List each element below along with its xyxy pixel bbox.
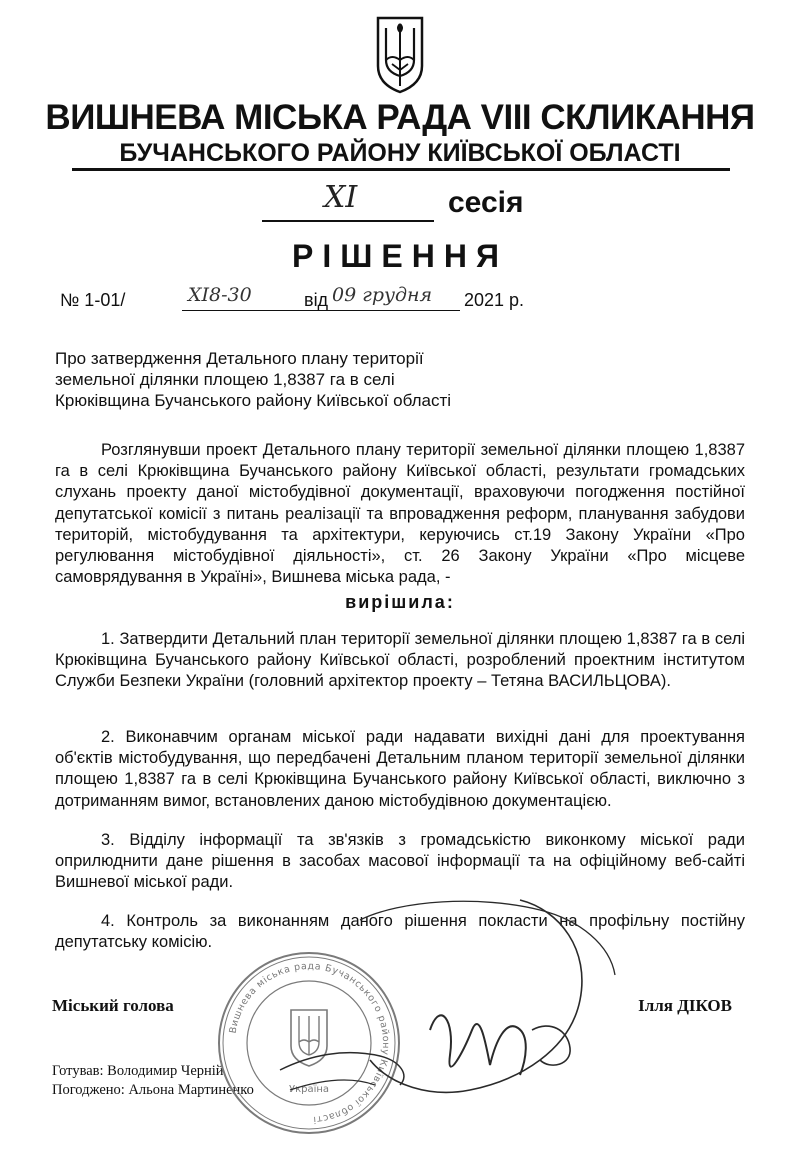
decision-item [55, 629, 745, 693]
decided-heading: вирішила: [345, 592, 455, 612]
document-number-handwritten: XI8-30 [188, 284, 252, 306]
document-number-line [60, 284, 700, 316]
prepared-by: Готував: Володимир Черній [52, 1063, 224, 1079]
subject-line: земельної ділянки площею 1,8387 га в селі [55, 370, 395, 389]
session-line [262, 180, 562, 224]
subject-line: Про затвердження Детального плану території [55, 349, 424, 368]
session-number-handwritten: XI [324, 180, 358, 215]
document-year: 2021 р. [464, 290, 525, 310]
handwritten-signature [250, 880, 690, 1140]
document-date-prefix: від [304, 290, 329, 310]
preamble-paragraph [55, 440, 745, 588]
decision-item-text: 4. Контроль за виконанням даного рішення покласти на профільну постійну депутатську комісію. [55, 912, 745, 952]
decision-item-text: 3. Відділу інформації та зв'язків з громадськістю виконкому міської ради оприлюднити дане рішення в засобах масової інформації та на офіційному веб-сайті Вишневої міської ради. [55, 831, 745, 892]
approved-by: Погоджено: Альона Мартиненко [52, 1082, 254, 1098]
document-type-heading: РІШЕННЯ [292, 238, 508, 274]
svg-text:Вишнева міська рада Бучанськог: Вишнева міська рада Бучанського району Київської області [227, 960, 392, 1125]
decision-item-text: 1. Затвердити Детальний план території земельної ділянки площею 1,8387 га в селі Крюківщина Бучанського району Київської області, розроблений проектним інститутом Служби Безпеки України (головний архітектор проекту – Тетяна ВАСИЛЬЦОВА). [55, 630, 745, 691]
header-divider [72, 168, 730, 171]
council-subtitle: БУЧАНСЬКОГО РАЙОНУ КИЇВСЬКОЇ ОБЛАСТІ [119, 139, 681, 167]
svg-text:Україна: Україна [288, 1084, 330, 1095]
session-label: сесія [448, 186, 524, 219]
signatory-title: Міський голова [52, 996, 174, 1015]
decision-subject [55, 348, 451, 411]
trident-emblem-icon [374, 14, 426, 94]
decision-item [55, 727, 745, 812]
preamble-text: Розглянувши проект Детального плану території земельної ділянки площею 1,8387 га в селі Крюківщина Бучанського району Київської області, результати громадських слухань проекту даної містобудівної документації, враховуючи погодження постійної депутатської комісії з питань реалізації та впровадження реформ, планування забудови територій, містобудування та архітектури, керуючись ст.19 Закону України «Про регулювання містобудівної діяльності», ст. 26 Закону України «Про місцеве самоврядування в Україні», Вишнева міська рада, - [55, 441, 745, 587]
council-title: ВИШНЕВА МІСЬКА РАДА VIII СКЛИКАННЯ [45, 98, 755, 137]
document-number-prefix: № 1-01/ [60, 290, 126, 310]
subject-line: Крюківщина Бучанського району Київської області [55, 391, 452, 410]
signatory-name: Ілля ДІКОВ [638, 996, 732, 1015]
decision-item-text: 2. Виконавчим органам міської ради надавати вихідні дані для проектування об'єктів містобудування, що передбачені Детальним планом території земельної ділянки площею 1,8387 га в селі Крюківщина Бучанського району Київської області, виключно з дотриманням вимог, встановлених даною містобудівною документацією. [55, 728, 745, 810]
document-date-handwritten: 09 грудня [332, 284, 433, 306]
